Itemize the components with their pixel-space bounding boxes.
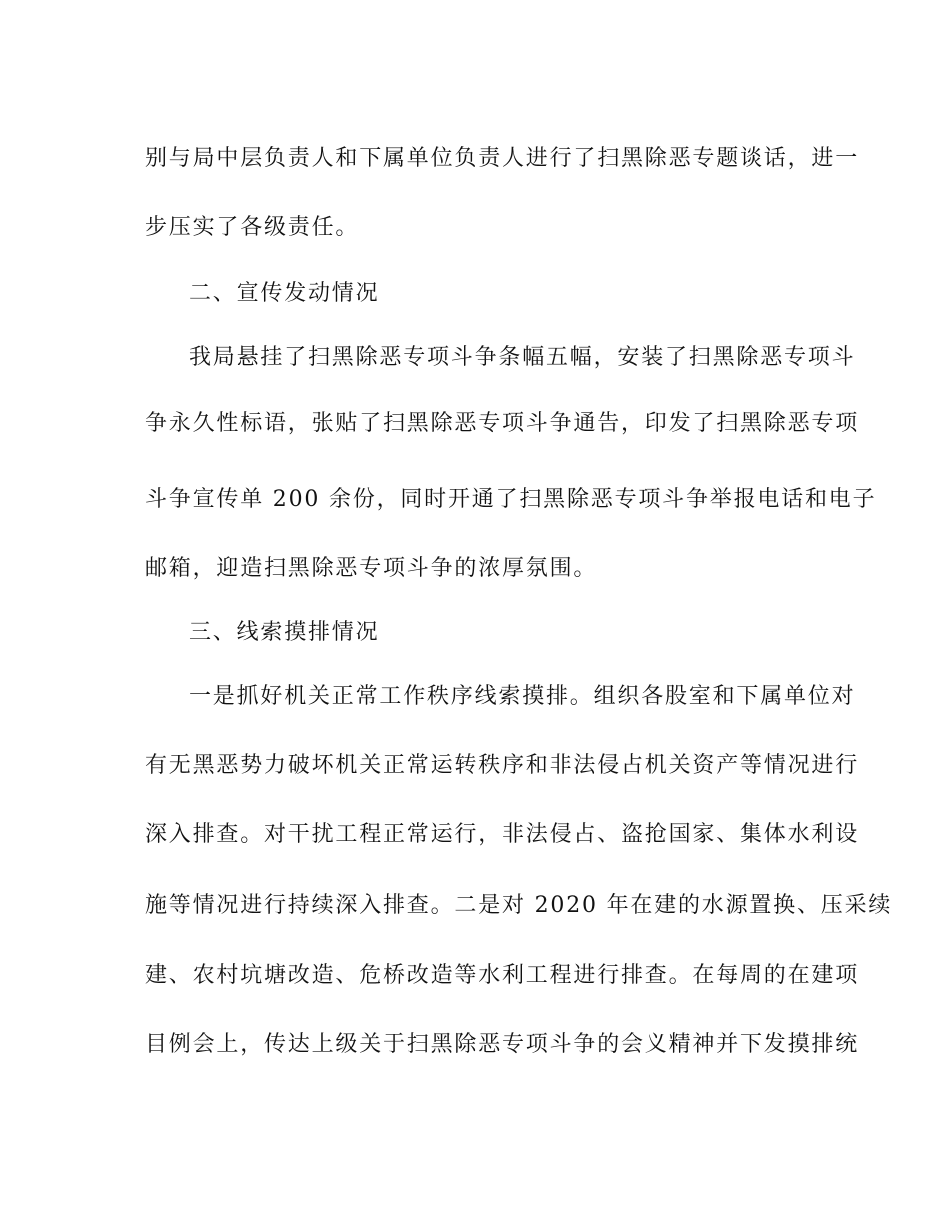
body-text-line: 有无黑恶势力破坏机关正常运转秩序和非法侵占机关资产等情况进行 [145, 753, 860, 778]
body-text-line: 争永久性标语，张贴了扫黑除恶专项斗争通告，印发了扫黑除恶专项 [145, 411, 860, 436]
body-text-line: 我局悬挂了扫黑除恶专项斗争条幅五幅，安装了扫黑除恶专项斗 [189, 345, 856, 370]
body-text-line: 邮箱，迎造扫黑除恶专项斗争的浓厚氛围。 [145, 556, 598, 581]
section-heading: 三、线索摸排情况 [189, 620, 380, 645]
body-text-line: 深入排查。对干扰工程正常运行，非法侵占、盗抢国家、集体水利设 [145, 822, 860, 847]
body-text-line: 别与局中层负责人和下属单位负责人进行了扫黑除恶专题谈话，进一 [145, 146, 860, 171]
body-text-line: 建、农村坑塘改造、危桥改造等水利工程进行排查。在每周的在建项 [145, 963, 860, 988]
section-heading: 二、宣传发动情况 [189, 281, 380, 306]
body-text-line: 斗争宣传单 200 余份，同时开通了扫黑除恶专项斗争举报电话和电子 [145, 487, 877, 512]
body-text-line: 一是抓好机关正常工作秩序线索摸排。组织各股室和下属单位对 [189, 684, 856, 709]
body-text-line: 目例会上，传达上级关于扫黑除恶专项斗争的会义精神并下发摸排统 [145, 1032, 860, 1057]
body-text-line: 施等情况进行持续深入排查。二是对 2020 年在建的水源置换、压采续 [145, 893, 893, 918]
body-text-line: 步压实了各级责任。 [145, 215, 360, 240]
